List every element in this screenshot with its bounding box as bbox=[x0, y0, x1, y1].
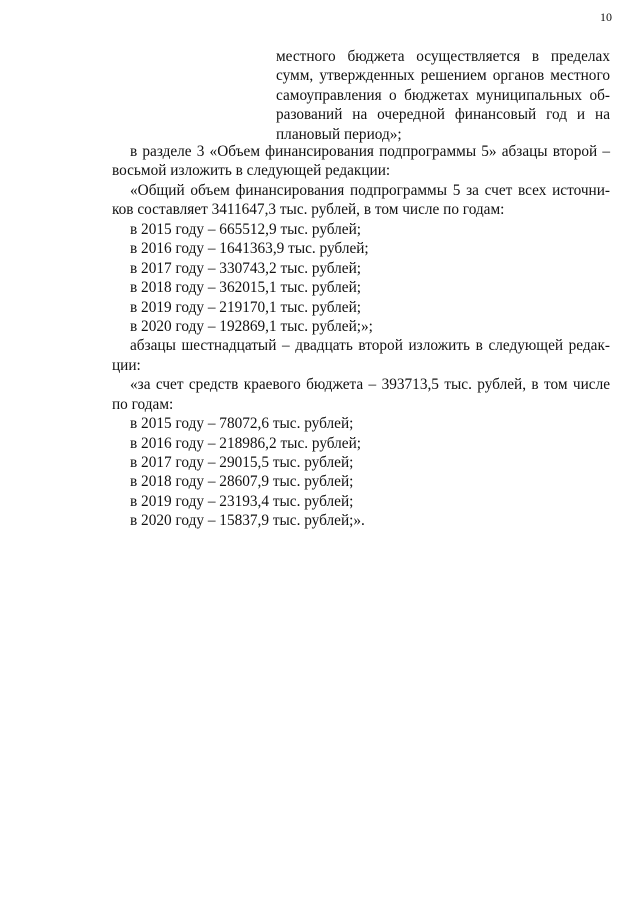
text-line: сумм, утвержденных решением органов местного bbox=[276, 67, 610, 85]
section3-year-line: в 2019 году – 219170,1 тыс. рублей; bbox=[130, 298, 362, 316]
paragraphs-year-line: в 2018 году – 28607,9 тыс. рублей; bbox=[130, 473, 354, 491]
section3-year-line: в 2018 году – 362015,1 тыс. рублей; bbox=[130, 279, 362, 297]
paragraphs-intro-line: абзацы шестнадцатый – двадцать второй изложить в следующей редак- bbox=[130, 337, 610, 355]
paragraphs-year-line: в 2017 году – 29015,5 тыс. рублей; bbox=[130, 454, 354, 471]
text-line: самоуправления о бюджетах муниципальных об- bbox=[276, 86, 610, 104]
main-text bbox=[112, 142, 610, 531]
paragraphs-year-line: в 2019 году – 23193,4 тыс. рублей; bbox=[130, 492, 354, 510]
text-line: плановый период»; bbox=[276, 125, 402, 143]
section3-intro-line: восьмой изложить в следующей редакции: bbox=[112, 162, 391, 180]
paragraphs-quote-line: «за счет средств краевого бюджета – 393713,5 тыс. рублей, в том числе bbox=[130, 376, 610, 394]
text-line: разований на очередной финансовый год и на bbox=[276, 106, 610, 124]
paragraphs-year-line: в 2015 году – 78072,6 тыс. рублей; bbox=[130, 415, 354, 433]
section3-intro-line: в разделе 3 «Объем финансирования подпрограммы 5» абзацы второй – bbox=[130, 143, 610, 160]
page-number: 10 bbox=[600, 10, 612, 24]
paragraphs-quote-line: по годам: bbox=[112, 395, 174, 413]
previous-paragraph-continuation bbox=[276, 47, 610, 144]
section3-quote-line: «Общий объем финансирования подпрограммы 5 за счет всех источни- bbox=[130, 181, 610, 199]
paragraphs-year-line: в 2016 году – 218986,2 тыс. рублей; bbox=[130, 434, 362, 452]
text-line: местного бюджета осуществляется в пределах bbox=[276, 48, 610, 65]
paragraphs-year-line: в 2020 году – 15837,9 тыс. рублей;». bbox=[130, 512, 365, 530]
section3-quote-line: ков составляет 3411647,3 тыс. рублей, в том числе по годам: bbox=[112, 201, 505, 219]
section3-year-line: в 2015 году – 665512,9 тыс. рублей; bbox=[130, 220, 362, 238]
section3-year-line: в 2016 году – 1641363,9 тыс. рублей; bbox=[130, 240, 369, 258]
paragraphs-intro-line: ции: bbox=[112, 356, 141, 374]
section3-year-line: в 2020 году – 192869,1 тыс. рублей;»; bbox=[130, 317, 373, 335]
section3-year-line: в 2017 году – 330743,2 тыс. рублей; bbox=[130, 259, 362, 277]
